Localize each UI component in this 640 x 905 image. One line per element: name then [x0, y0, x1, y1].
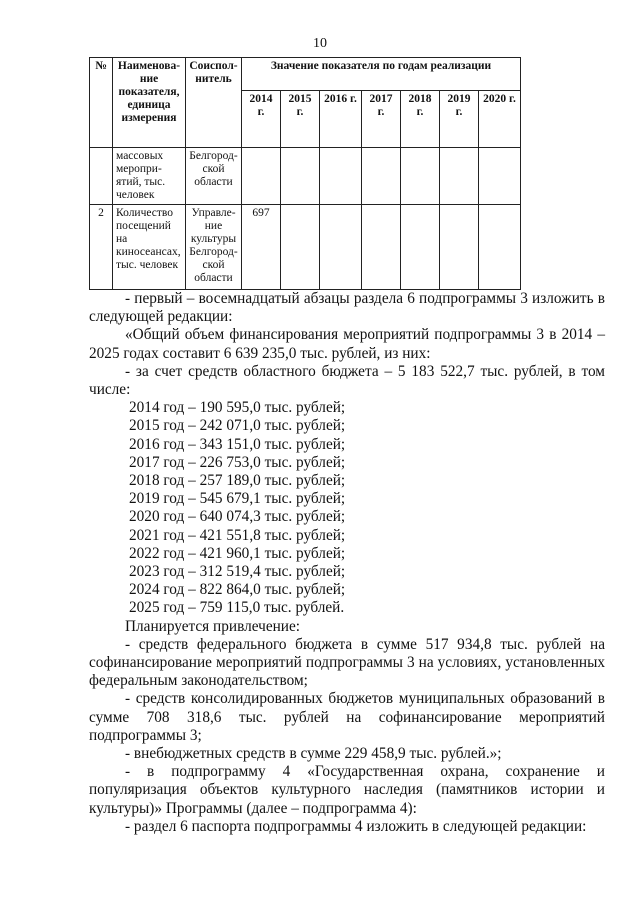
- table-row: [90, 148, 521, 205]
- paragraph: - внебюджетных средств в сумме 229 458,9 тыс. рублей.»;: [125, 745, 502, 763]
- row-value: 697: [242, 205, 281, 290]
- indicator-table: [89, 57, 521, 290]
- year-line: 2023 год – 312 519,4 тыс. рублей;: [129, 563, 346, 581]
- year-line: 2024 год – 822 864,0 тыс. рублей;: [129, 581, 346, 599]
- row-value: [440, 205, 479, 290]
- paragraph: «Общий объем финансирования мероприятий подпрограммы 3 в 2014 – 2025 годах составит 6 639 235,0 тыс. рублей, из них:: [89, 326, 605, 362]
- row-value: [281, 205, 320, 290]
- row-value: [401, 205, 440, 290]
- header-year: 2015 г.: [281, 91, 320, 148]
- paragraph: - первый – восемнадцатый абзацы раздела 6 подпрограммы 3 изложить в следующей редакции:: [89, 290, 605, 326]
- page-number: 10: [313, 36, 327, 51]
- row-value: [281, 148, 320, 205]
- year-line: 2020 год – 640 074,3 тыс. рублей;: [129, 508, 346, 526]
- row-value: [479, 148, 521, 205]
- body-text: [89, 290, 605, 836]
- year-line: 2014 год – 190 595,0 тыс. рублей;: [129, 399, 346, 417]
- row-name: массовых меропри-ятий, тыс. человек: [113, 148, 186, 205]
- header-year: 2018 г.: [401, 91, 440, 148]
- row-value: [362, 148, 401, 205]
- row-value: [320, 205, 362, 290]
- header-num: №: [90, 58, 113, 148]
- header-values-group: Значение показателя по годам реализации: [242, 58, 521, 91]
- year-line: 2025 год – 759 115,0 тыс. рублей.: [129, 599, 345, 617]
- year-line: 2018 год – 257 189,0 тыс. рублей;: [129, 472, 346, 490]
- table-row: [90, 205, 521, 290]
- row-value: [401, 148, 440, 205]
- year-line: 2022 год – 421 960,1 тыс. рублей;: [129, 544, 346, 562]
- year-line: 2019 год – 545 679,1 тыс. рублей;: [129, 490, 346, 508]
- year-line: 2017 год – 226 753,0 тыс. рублей;: [129, 453, 346, 471]
- header-year: 2019 г.: [440, 91, 479, 148]
- paragraph: - в подпрограмму 4 «Государственная охрана, сохранение и популяризация объектов культурного наследия (памятников истории и культуры)» Программы (далее – подпрограмма 4):: [89, 763, 605, 817]
- header-year: 2014 г.: [242, 91, 281, 148]
- header-year: 2020 г.: [479, 91, 521, 148]
- row-num: 2: [90, 205, 113, 290]
- row-value: [320, 148, 362, 205]
- year-line: 2021 год – 421 551,8 тыс. рублей;: [129, 526, 346, 544]
- header-executor: Соиспол-нитель: [186, 58, 242, 148]
- row-value: [362, 205, 401, 290]
- year-line: 2016 год – 343 151,0 тыс. рублей;: [129, 435, 346, 453]
- header-name: Наименова-ние показателя, единица измерения: [113, 58, 186, 148]
- header-year: 2016 г.: [320, 91, 362, 148]
- row-value: [440, 148, 479, 205]
- row-value: [242, 148, 281, 205]
- header-year: 2017 г.: [362, 91, 401, 148]
- paragraph: - раздел 6 паспорта подпрограммы 4 изложить в следующей редакции:: [125, 817, 587, 835]
- paragraph: - средств консолидированных бюджетов муниципальных образований в сумме 708 318,6 тыс. рублей на софинансирование мероприятий подпрограммы 3;: [89, 690, 605, 744]
- row-value: [479, 205, 521, 290]
- row-executor: Управле-ние культуры Белгород-ской области: [186, 205, 242, 290]
- row-num: [90, 148, 113, 205]
- row-executor: Белгород-ской области: [186, 148, 242, 205]
- year-line: 2015 год – 242 071,0 тыс. рублей;: [129, 417, 346, 435]
- paragraph: Планируется привлечение:: [125, 617, 301, 635]
- row-name: Количество посещений на киносеансах, тыс. человек: [113, 205, 186, 290]
- paragraph: - за счет средств областного бюджета – 5 183 522,7 тыс. рублей, в том числе:: [89, 362, 605, 399]
- paragraph: - средств федерального бюджета в сумме 517 934,8 тыс. рублей на софинансирование мероприятий подпрограммы 3 на условиях, установленных федеральным законодательством;: [89, 635, 605, 690]
